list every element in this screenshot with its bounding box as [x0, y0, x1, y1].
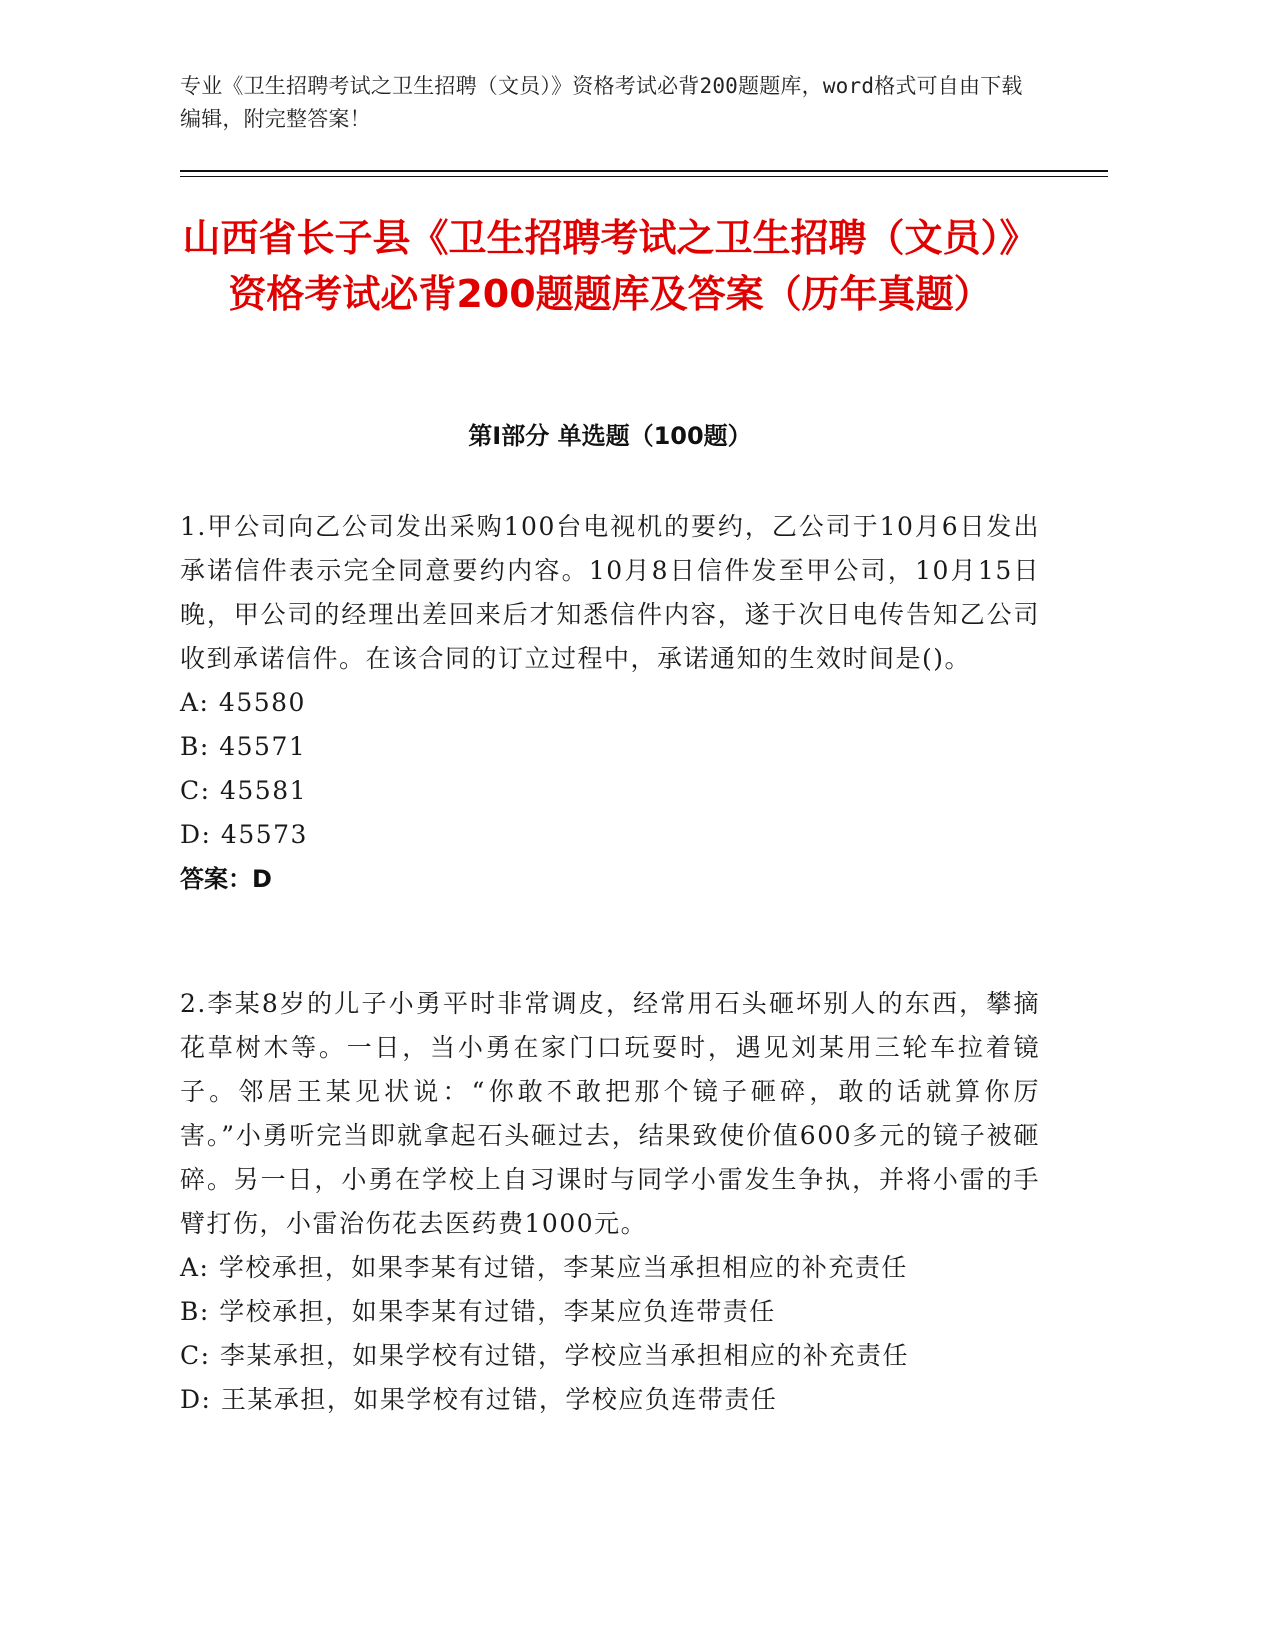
header-divider-thin [180, 176, 1108, 177]
option-c: C: 45581 [180, 776, 308, 805]
option-d: D: 王某承担，如果学校有过错，学校应负连带责任 [180, 1385, 778, 1414]
option-a: A: 学校承担，如果李某有过错，李某应当承担相应的补充责任 [180, 1253, 908, 1282]
header-note: 专业《卫生招聘考试之卫生招聘（文员）》资格考试必背200题题库，word格式可自由下载编辑，附完整答案！ [180, 74, 1023, 131]
document-title: 山西省长子县《卫生招聘考试之卫生招聘（文员）》资格考试必背200题题库及答案（历年真题） [182, 216, 1038, 316]
question-stem: 2.李某8岁的儿子小勇平时非常调皮，经常用石头砸坏别人的东西，攀摘花草树木等。一日，当小勇在家门口玩耍时，遇见刘某用三轮车拉着镜子。邻居王某见状说：“你敢不敢把那个镜子砸碎，敢的话就算你厉害。”小勇听完当即就拿起石头砸过去，结果致使价值600多元的镜子被砸碎。另一日，小勇在学校上自习课时与同学小雷发生争执，并将小雷的手臂打伤，小雷治伤花去医药费1000元。 [180, 989, 1040, 1238]
question-2 [180, 982, 1040, 1422]
option-a: A: 45580 [180, 688, 306, 717]
question-stem: 1.甲公司向乙公司发出采购100台电视机的要约，乙公司于10月6日发出承诺信件表示完全同意要约内容。10月8日信件发至甲公司，10月15日晚，甲公司的经理出差回来后才知悉信件内容，遂于次日电传告知乙公司收到承诺信件。在该合同的订立过程中，承诺通知的生效时间是()。 [180, 512, 1040, 673]
option-b: B: 45571 [180, 732, 307, 761]
option-d: D: 45573 [180, 820, 308, 849]
section-heading: 第Ⅰ部分 单选题（100题） [468, 422, 752, 450]
answer-line: 答案：D [180, 865, 272, 893]
option-b: B: 学校承担，如果李某有过错，李某应负连带责任 [180, 1297, 776, 1326]
option-c: C: 李某承担，如果学校有过错，学校应当承担相应的补充责任 [180, 1341, 910, 1370]
question-1 [180, 505, 1040, 901]
header-divider-thick [180, 170, 1108, 172]
